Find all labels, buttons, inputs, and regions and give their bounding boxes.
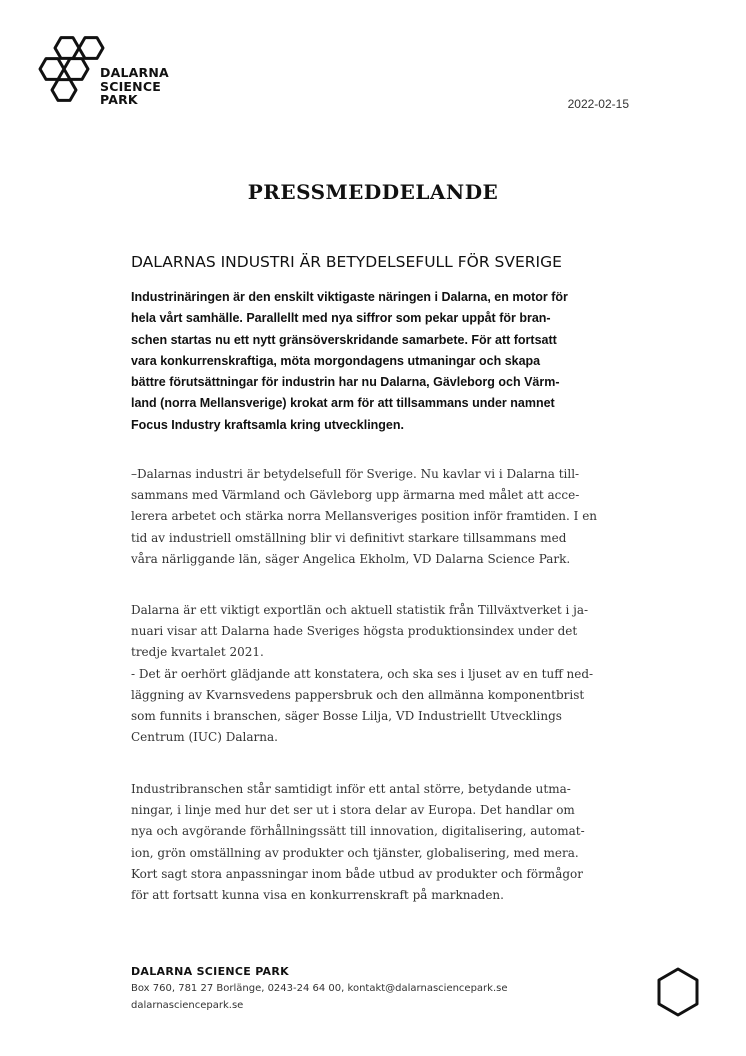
logo-line-1: DALARNA — [100, 65, 169, 80]
body-line: Dalarna är ett viktigt exportlän och aktuell statistik från Tillväxtverket i ja- — [131, 603, 589, 617]
logo — [38, 34, 188, 114]
lead-line: Industrinäringen är den enskilt viktigaste näringen i Dalarna, en motor för — [131, 290, 568, 304]
headline: DALARNAS INDUSTRI ÄR BETYDELSEFULL FÖR SVERIGE — [131, 253, 562, 271]
lead-line: schen startas nu ett nytt gränsöverskridande samarbete. För att fortsatt — [131, 332, 557, 347]
body-line: våra närliggande län, säger Angelica Ekholm, VD Dalarna Science Park. — [131, 551, 571, 566]
hexagon-outline-icon — [654, 966, 702, 1018]
body-line: tredje kvartalet 2021. — [131, 645, 264, 660]
release-date: 2022-02-15 — [567, 97, 629, 111]
body-paragraph-2 — [131, 600, 631, 748]
body-paragraph-1 — [131, 464, 631, 570]
body-line: ion, grön omställning av produkter och tjänster, globalisering, med mera. — [131, 845, 579, 860]
footer-website: dalarnasciencepark.se — [131, 1000, 244, 1011]
logo-line-3: PARK — [100, 92, 138, 107]
lead-line: hela vårt samhälle. Parallellt med nya siffror som pekar uppåt för bran- — [131, 311, 551, 326]
document-title: PRESSMEDDELANDE — [247, 180, 499, 204]
footer-address: Box 760, 781 27 Borlänge, 0243-24 64 00, kontakt@dalarnasciencepark.se — [131, 983, 508, 994]
body-line: –Dalarnas industri är betydelsefull för Sverige. Nu kavlar vi i Dalarna till- — [131, 467, 580, 481]
body-line: tid av industriell omställning blir vi definitivt starkare tillsammans med — [131, 530, 567, 545]
lead-line: bättre förutsättningar för industrin har nu Dalarna, Gävleborg och Värm- — [131, 375, 560, 390]
hexagon-cluster-icon — [38, 34, 108, 114]
lead-line: land (norra Mellansverige) krokat arm för att tillsammans under namnet — [131, 396, 555, 411]
logo-wordmark — [100, 66, 169, 107]
body-line: nuari visar att Dalarna hade Sveriges högsta produktionsindex under det — [131, 624, 578, 639]
body-line: - Det är oerhört glädjande att konstatera, och ska ses i ljuset av en tuff ned- — [131, 666, 594, 681]
body-line: för att fortsatt kunna visa en konkurrenskraft på marknaden. — [131, 888, 504, 903]
lead-line: Focus Industry kraftsamla kring utvecklingen. — [131, 417, 404, 432]
body-line: läggning av Kvarnsvedens pappersbruk och den allmänna komponentbrist — [131, 687, 585, 702]
lead-line: vara konkurrenskraftiga, möta morgondagens utmaningar och skapa — [131, 353, 541, 368]
body-line: Kort sagt stora anpassningar inom både utbud av produkter och förmågor — [131, 866, 583, 881]
body-line: Centrum (IUC) Dalarna. — [131, 730, 278, 745]
body-line: Industribranschen står samtidigt inför ett antal större, betydande utma- — [131, 782, 571, 796]
body-line: som funnits i branschen, säger Bosse Lilja, VD Industriellt Utvecklings — [131, 709, 562, 724]
lead-paragraph — [131, 287, 631, 436]
footer — [131, 964, 611, 1014]
footer-organization: DALARNA SCIENCE PARK — [131, 965, 289, 978]
logo-line-2: SCIENCE — [100, 78, 161, 94]
body-line: ningar, i linje med hur det ser ut i stora delar av Europa. Det handlar om — [131, 803, 575, 818]
body-line: sammans med Värmland och Gävleborg upp ärmarna med målet att acce- — [131, 488, 580, 503]
body-line: lerera arbetet och stärka norra Mellansveriges position inför framtiden. I en — [131, 509, 598, 524]
body-line: nya och avgörande förhållningssätt till innovation, digitalisering, automat- — [131, 824, 585, 839]
body-paragraph-3 — [131, 779, 631, 906]
